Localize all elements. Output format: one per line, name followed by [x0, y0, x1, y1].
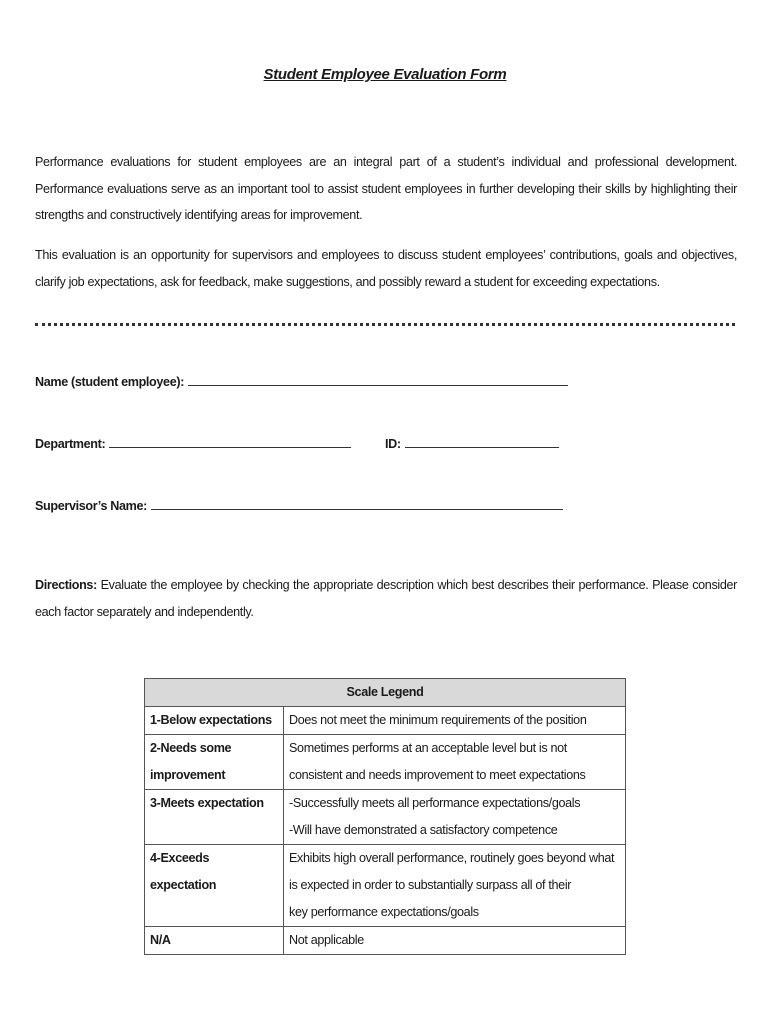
scale-level-label: 1-Below expectations [145, 707, 284, 735]
scale-level-label: 2-Needs some improvement [145, 735, 284, 790]
scale-level-label: N/A [145, 927, 284, 955]
description-line: key performance expectations/goals [289, 905, 479, 919]
directions-label: Directions: [35, 578, 97, 592]
id-label: ID: [385, 437, 401, 451]
description-line: -Successfully meets all performance expectations/goals [289, 796, 581, 810]
scale-level-description [284, 927, 626, 955]
scale-level-description [284, 845, 626, 927]
directions-text [35, 572, 737, 625]
scale-legend-header: Scale Legend [145, 679, 626, 707]
form-title: Student Employee Evaluation Form [263, 66, 507, 83]
scale-level-label: 4-Exceeds expectation [145, 845, 284, 927]
scale-level-description [284, 735, 626, 790]
department-blank-line[interactable] [109, 433, 351, 448]
name-label: Name (student employee): [35, 375, 185, 389]
name-blank-line[interactable] [188, 371, 568, 386]
description-line: Sometimes performs at an acceptable level but is not consistent and needs improvement to meet expectations [289, 741, 586, 782]
department-field[interactable] [35, 433, 351, 451]
scale-level-description [284, 707, 626, 735]
supervisor-field[interactable] [35, 495, 563, 513]
id-field[interactable] [385, 433, 559, 451]
description-line: -Will have demonstrated a satisfactory competence [289, 823, 558, 837]
supervisor-label: Supervisor’s Name: [35, 499, 147, 513]
intro-paragraph-1: Performance evaluations for student employees are an integral part of a student’s individual and professional development. Performance evaluations serve as an important tool to assist student employees in further developing their skills by highlighting their strengths and constructively identifying areas for improvement. [35, 155, 737, 222]
id-blank-line[interactable] [405, 433, 559, 448]
intro-paragraph-2: This evaluation is an opportunity for supervisors and employees to discuss student employees’ contributions, goals and objectives, clarify job expectations, ask for feedback, make suggestions, and possibly reward a student for exceeding expectations. [35, 248, 737, 289]
scale-legend-row [145, 927, 626, 955]
description-line: Not applicable [289, 933, 364, 947]
scale-level-label: 3-Meets expectation [145, 790, 284, 845]
scale-legend-row [145, 735, 626, 790]
description-line: Exhibits high overall performance, routinely goes beyond what is expected in order to substantially surpass all of their [289, 851, 615, 892]
description-line: Does not meet the minimum requirements of the position [289, 713, 587, 727]
scale-legend-row [145, 790, 626, 845]
dotted-divider [35, 320, 735, 326]
scale-legend-row [145, 707, 626, 735]
supervisor-blank-line[interactable] [151, 495, 563, 510]
scale-legend-row [145, 845, 626, 927]
name-field[interactable] [35, 371, 568, 389]
scale-level-description [284, 790, 626, 845]
directions-body: Evaluate the employee by checking the appropriate description which best describes their performance. Please consider each factor separately and independently. [35, 578, 737, 619]
scale-legend-table [144, 678, 626, 955]
department-label: Department: [35, 437, 106, 451]
